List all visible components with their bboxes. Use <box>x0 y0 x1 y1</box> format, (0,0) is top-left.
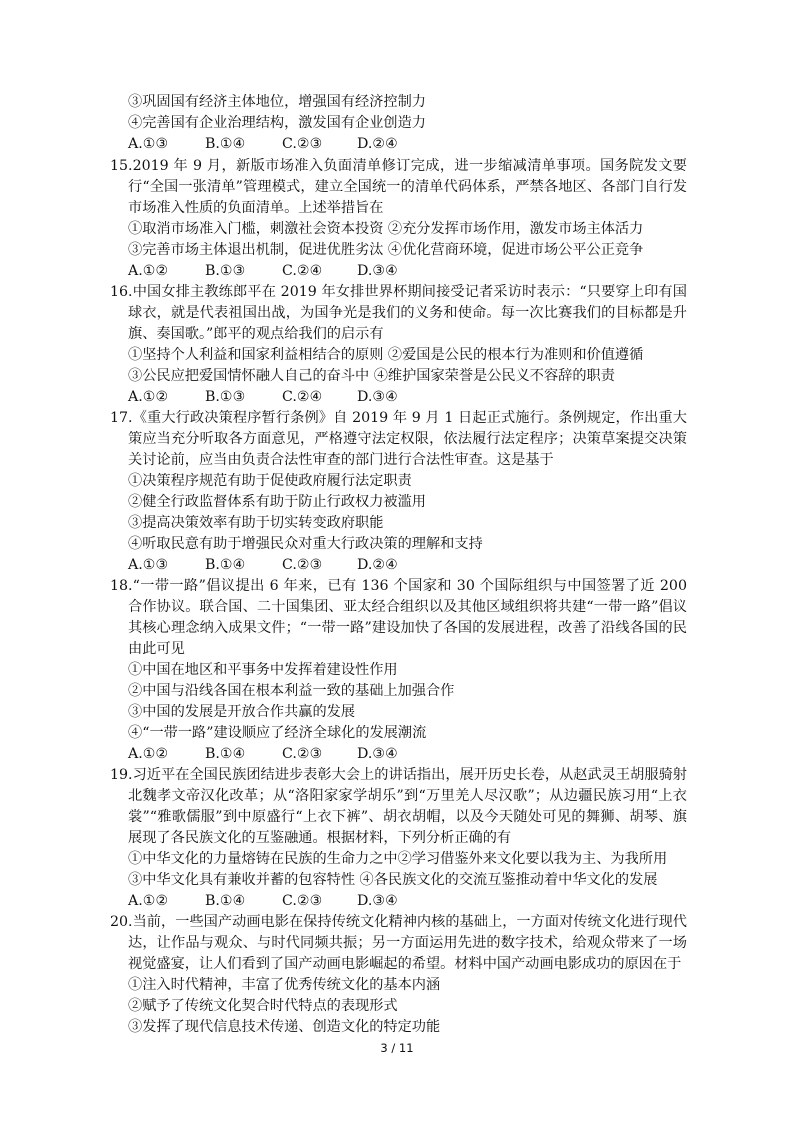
q16-item-row: ③公民应把爱国情怀融人自己的奋斗中 ④维护国家荣誉是公民义不容辞的职责 <box>128 368 615 384</box>
option-d: D.③④ <box>357 746 398 762</box>
option-a: A.①③ <box>128 136 169 152</box>
q15-stem-line: 市场准入性质的负面清单。上述举措旨在 <box>128 200 384 216</box>
option-c: C.②③ <box>282 746 323 762</box>
option-c: C.②④ <box>282 263 323 279</box>
q20-stem-line: 20.当前，一些国产动画电影在保持传统文化精神内核的基础上，一方面对传统文化进行现代 <box>110 914 687 930</box>
q18-stem-line: 18.“一带一路”倡议提出 6 年来，已有 136 个国家和 30 个国际组织与中国签署了近 200 <box>110 578 687 594</box>
q17-item: ②健全行政监督体系有助于防止行政权力被滥用 <box>128 494 426 510</box>
q16-stem-line: 旗、奏国歌。”郎平的观点给我们的启示有 <box>128 326 384 342</box>
q20-item: ①注入时代精神，丰富了优秀传统文化的基本内涵 <box>128 977 441 993</box>
q19-item-row: ③中华文化具有兼收并蓄的包容特性 ④各民族文化的交流互鉴推动着中华文化的发展 <box>128 872 658 888</box>
q17-options <box>0 555 794 575</box>
q18-item: ④“一带一路”建设顺应了经济全球化的发展潮流 <box>128 725 427 741</box>
q19-stem-line: 北魏孝文帝汉化改革；从“洛阳家家学胡乐”到“万里羌人尽汉歌”；从边疆民族习用“上衣 <box>128 788 687 804</box>
q18-item: ①中国在地区和平事务中发挥着建设性作用 <box>128 662 398 678</box>
option-c: C.②③ <box>282 557 323 573</box>
q14-item-4: ④完善国有企业治理结构，激发国有企业创造力 <box>128 115 426 131</box>
q20-stem-line: 视觉盛宴，让人们看到了国产动画电影崛起的希望。材料中国产动画电影成功的原因在于 <box>128 956 682 972</box>
q18-options <box>0 744 794 764</box>
q16-item-row: ①坚持个人利益和国家利益相结合的原则 ②爱国是公民的根本行为准则和价值遵循 <box>128 347 644 363</box>
option-c: C.②③ <box>282 893 323 909</box>
q17-item: ①决策程序规范有助于促使政府履行法定职责 <box>128 473 412 489</box>
q17-item: ③提高决策效率有助于切实转变政府职能 <box>128 515 384 531</box>
option-b: B.①③ <box>205 389 246 405</box>
option-a: A.①③ <box>128 557 169 573</box>
q18-item: ②中国与沿线各国在根本利益一致的基础上加强合作 <box>128 683 455 699</box>
q20-item: ②赋予了传统文化契合时代特点的表现形式 <box>128 998 398 1014</box>
q15-stem-line: 15.2019 年 9 月，新版市场准入负面清单修订完成，进一步缩减清单事项。国务院发文要 <box>110 158 687 174</box>
option-a: A.①② <box>128 893 169 909</box>
q15-item-row: ①取消市场准入门槛，刺激社会资本投资 ②充分发挥市场作用，激发市场主体活力 <box>128 221 644 237</box>
option-d: D.③④ <box>357 389 398 405</box>
option-a: A.①② <box>128 746 169 762</box>
q19-stem-line: 展现了各民族文化的互鉴融通。根据材料，下列分析正确的有 <box>128 830 512 846</box>
option-b: B.①④ <box>205 557 246 573</box>
q19-stem-line: 19.习近平在全国民族团结进步表彰大会上的讲话指出，展开历史长卷，从赵武灵王胡服骑射 <box>110 767 687 783</box>
option-b: B.①③ <box>205 263 246 279</box>
q17-item: ④听取民意有助于增强民众对重大行政决策的理解和支持 <box>128 536 483 552</box>
option-b: B.①④ <box>205 893 246 909</box>
q20-stem-line: 达，让作品与观众、与时代同频共振；另一方面运用先进的数字技术，给观众带来了一场 <box>128 935 687 951</box>
q18-stem-line: 其核心理念纳入成果文件；“一带一路”建设加快了各国的发展进程，改善了沿线各国的民 <box>128 620 687 636</box>
option-b: B.①④ <box>205 746 246 762</box>
q16-stem-line: 16.中国女排主教练郎平在 2019 年女排世界杯期间接受记者采访时表示：“只要穿上印有国 <box>110 284 687 300</box>
option-d: D.②④ <box>357 136 398 152</box>
option-b: B.①④ <box>205 136 246 152</box>
q15-stem-line: 行“全国一张清单”管理模式，建立全国统一的清单代码体系，严禁各地区、各部门自行发 <box>128 179 687 195</box>
q14-options <box>0 134 794 154</box>
q17-stem-line: 策应当充分听取各方面意见，严格遵守法定权限，依法履行法定程序；决策草案提交决策 <box>128 431 687 447</box>
option-a: A.①② <box>128 263 169 279</box>
q19-options <box>0 891 794 911</box>
q20-item: ③发挥了现代信息技术传递、创造文化的特定功能 <box>128 1019 441 1035</box>
page-number: 3 / 11 <box>380 1041 414 1055</box>
q16-stem-line: 球衣，就是代表祖国出战，为国争光是我们的义务和使命。每一次比赛我们的目标都是升 <box>128 305 687 321</box>
q17-stem-line: 关讨论前，应当由负责合法性审查的部门进行合法性审查。这是基于 <box>128 452 554 468</box>
option-d: D.③④ <box>357 263 398 279</box>
option-c: C.②④ <box>282 389 323 405</box>
option-d: D.③④ <box>357 893 398 909</box>
q19-item-row: ①中华文化的力量熔铸在民族的生命力之中②学习借鉴外来文化要以我为主、为我所用 <box>128 851 668 867</box>
q18-item: ③中国的发展是开放合作共赢的发展 <box>128 704 356 720</box>
q18-stem-line: 合作协议。联合国、二十国集团、亚太经合组织以及其他区域组织将共建“一带一路”倡议 <box>128 599 687 615</box>
q18-stem-line: 由此可见 <box>128 641 185 657</box>
option-d: D.②④ <box>357 557 398 573</box>
q17-stem-line: 17.《重大行政决策程序暂行条例》自 2019 年 9 月 1 日起正式施行。条例规定，作出重大 <box>110 410 687 426</box>
q15-options <box>0 261 794 281</box>
option-a: A.①② <box>128 389 169 405</box>
q19-stem-line: 裳”“雅歌儒服”到中原盛行“上衣下裤”、胡衣胡帽，以及今天随处可见的舞狮、胡琴、旗 <box>128 809 687 825</box>
q15-item-row: ③完善市场主体退出机制，促进优胜劣汰 ④优化营商环境，促进市场公平公正竞争 <box>128 242 644 258</box>
q14-item-3: ③巩固国有经济主体地位，增强国有经济控制力 <box>128 94 426 110</box>
option-c: C.②③ <box>282 136 323 152</box>
q16-options <box>0 387 794 407</box>
